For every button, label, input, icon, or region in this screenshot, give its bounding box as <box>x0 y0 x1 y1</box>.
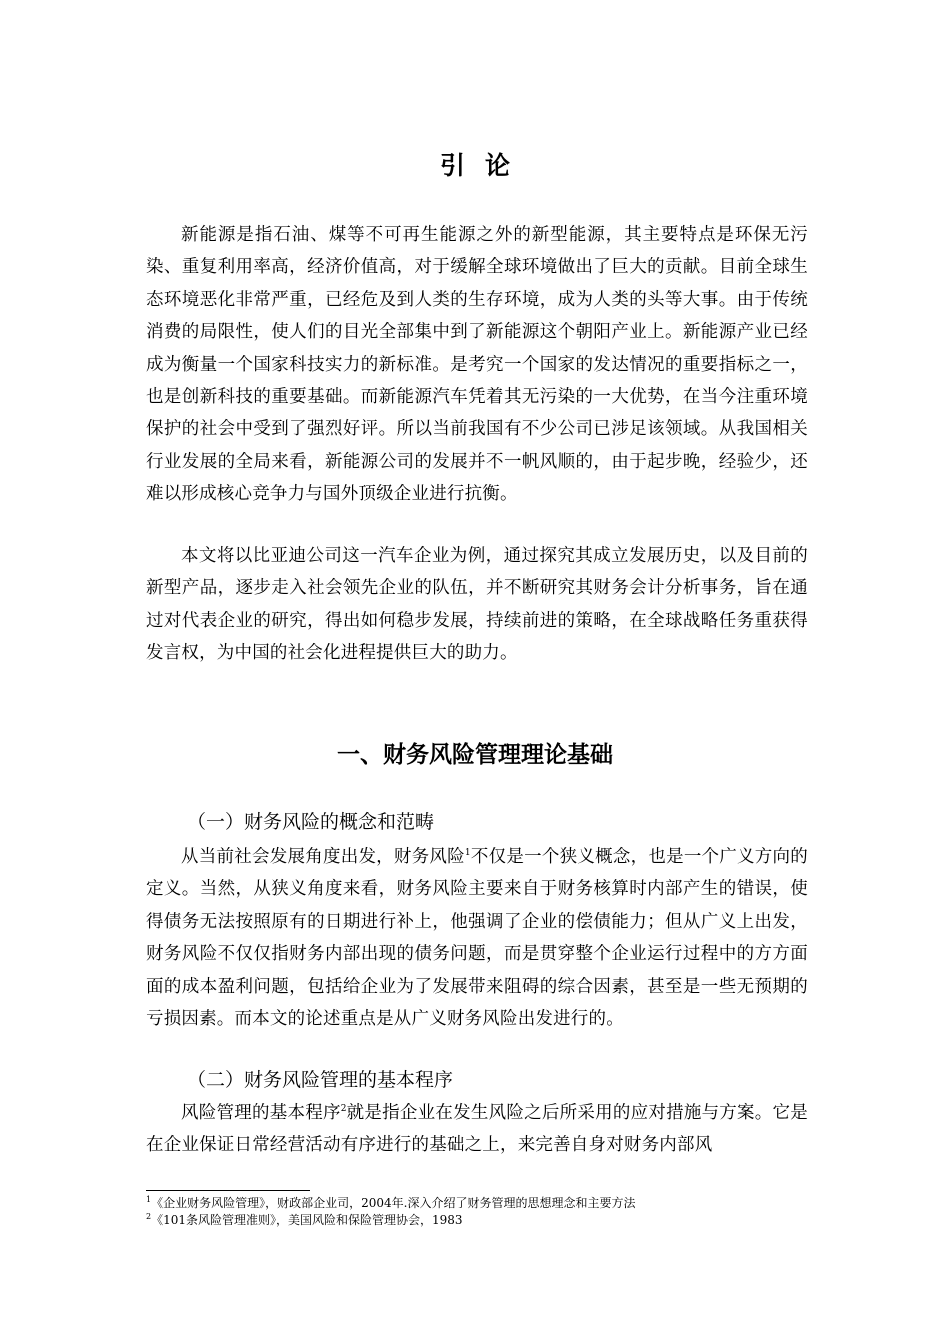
intro-paragraph-1: 新能源是指石油、煤等不可再生能源之外的新型能源，其主要特点是环保无污染、重复利用率高，经济价值高，对于缓解全球环境做出了巨大的贡献。目前全球生态环境恶化非常严重，已经危及到人类的生存环境，成为人类的头等大事。由于传统消费的局限性，使人们的目光全部集中到了新能源这个朝阳产业上。新能源产业已经成为衡量一个国家科技实力的新标准。是考究一个国家的发达情况的重要指标之一，也是创新科技的重要基础。而新能源汽车凭着其无污染的一大优势，在当今注重环境保护的社会中受到了强烈好评。所以当前我国有不少公司已涉足该领域。从我国相关行业发展的全局来看，新能源公司的发展并不一帆风顺的，由于起步晚，经验少，还难以形成核心竞争力与国外顶级企业进行抗衡。 <box>146 225 808 505</box>
section-2-heading: （二）财务风险管理的基本程序 <box>187 1069 454 1091</box>
chapter-1-title: 一、财务风险管理理论基础 <box>337 742 613 768</box>
footnote-ref-1: 1 <box>464 848 471 859</box>
section-1-text-a: 从当前社会发展角度出发，财务风险 <box>181 847 465 867</box>
section-2-text-b: 就是指企业在发生风险之后所采用的应对措施与方案。它是在企业保证日常经营活动有序进行的基础之上，来完善自身对财务内部风 <box>146 1103 808 1156</box>
footnote-2 <box>146 1212 806 1228</box>
intro-title: 引论 <box>439 151 530 180</box>
footnote-2-mark: 2 <box>146 1212 152 1221</box>
footnote-1-mark: 1 <box>146 1195 152 1204</box>
footnote-1 <box>146 1195 806 1211</box>
footnote-separator <box>146 1190 310 1191</box>
section-1-text-b: 不仅是一个狭义概念，也是一个广义方向的定义。当然，从狭义角度来看，财务风险主要来自于财务核算时内部产生的错误，使得债务无法按照原有的日期进行补上，他强调了企业的偿债能力；但从广义上出发，财务风险不仅仅指财务内部出现的债务问题，而是贯穿整个企业运行过程中的方方面面的成本盈利问题，包括给企业为了发展带来阻碍的综合因素，甚至是一些无预期的亏损因素。而本文的论述重点是从广义财务风险出发进行的。 <box>146 847 808 1030</box>
footnote-ref-2: 2 <box>340 1104 347 1115</box>
section-1-heading: （一）财务风险的概念和范畴 <box>187 811 435 833</box>
section-1-paragraph <box>146 841 808 1035</box>
footnote-1-text: 《企业财务风险管理》，财政部企业司，2004年.深入介绍了财务管理的思想理念和主要方法 <box>151 1196 636 1210</box>
section-2-paragraph <box>146 1097 808 1162</box>
intro-paragraph-2: 本文将以比亚迪公司这一汽车企业为例，通过探究其成立发展历史，以及目前的新型产品，逐步走入社会领先企业的队伍，并不断研究其财务会计分析事务，旨在通过对代表企业的研究，得出如何稳步发展，持续前进的策略，在全球战略任务重获得发言权，为中国的社会化进程提供巨大的助力。 <box>146 546 808 664</box>
footnote-2-text: 《101条风险管理准则》，美国风险和保险管理协会，1983 <box>151 1213 463 1227</box>
section-2-text-a: 风险管理的基本程序 <box>181 1103 341 1123</box>
